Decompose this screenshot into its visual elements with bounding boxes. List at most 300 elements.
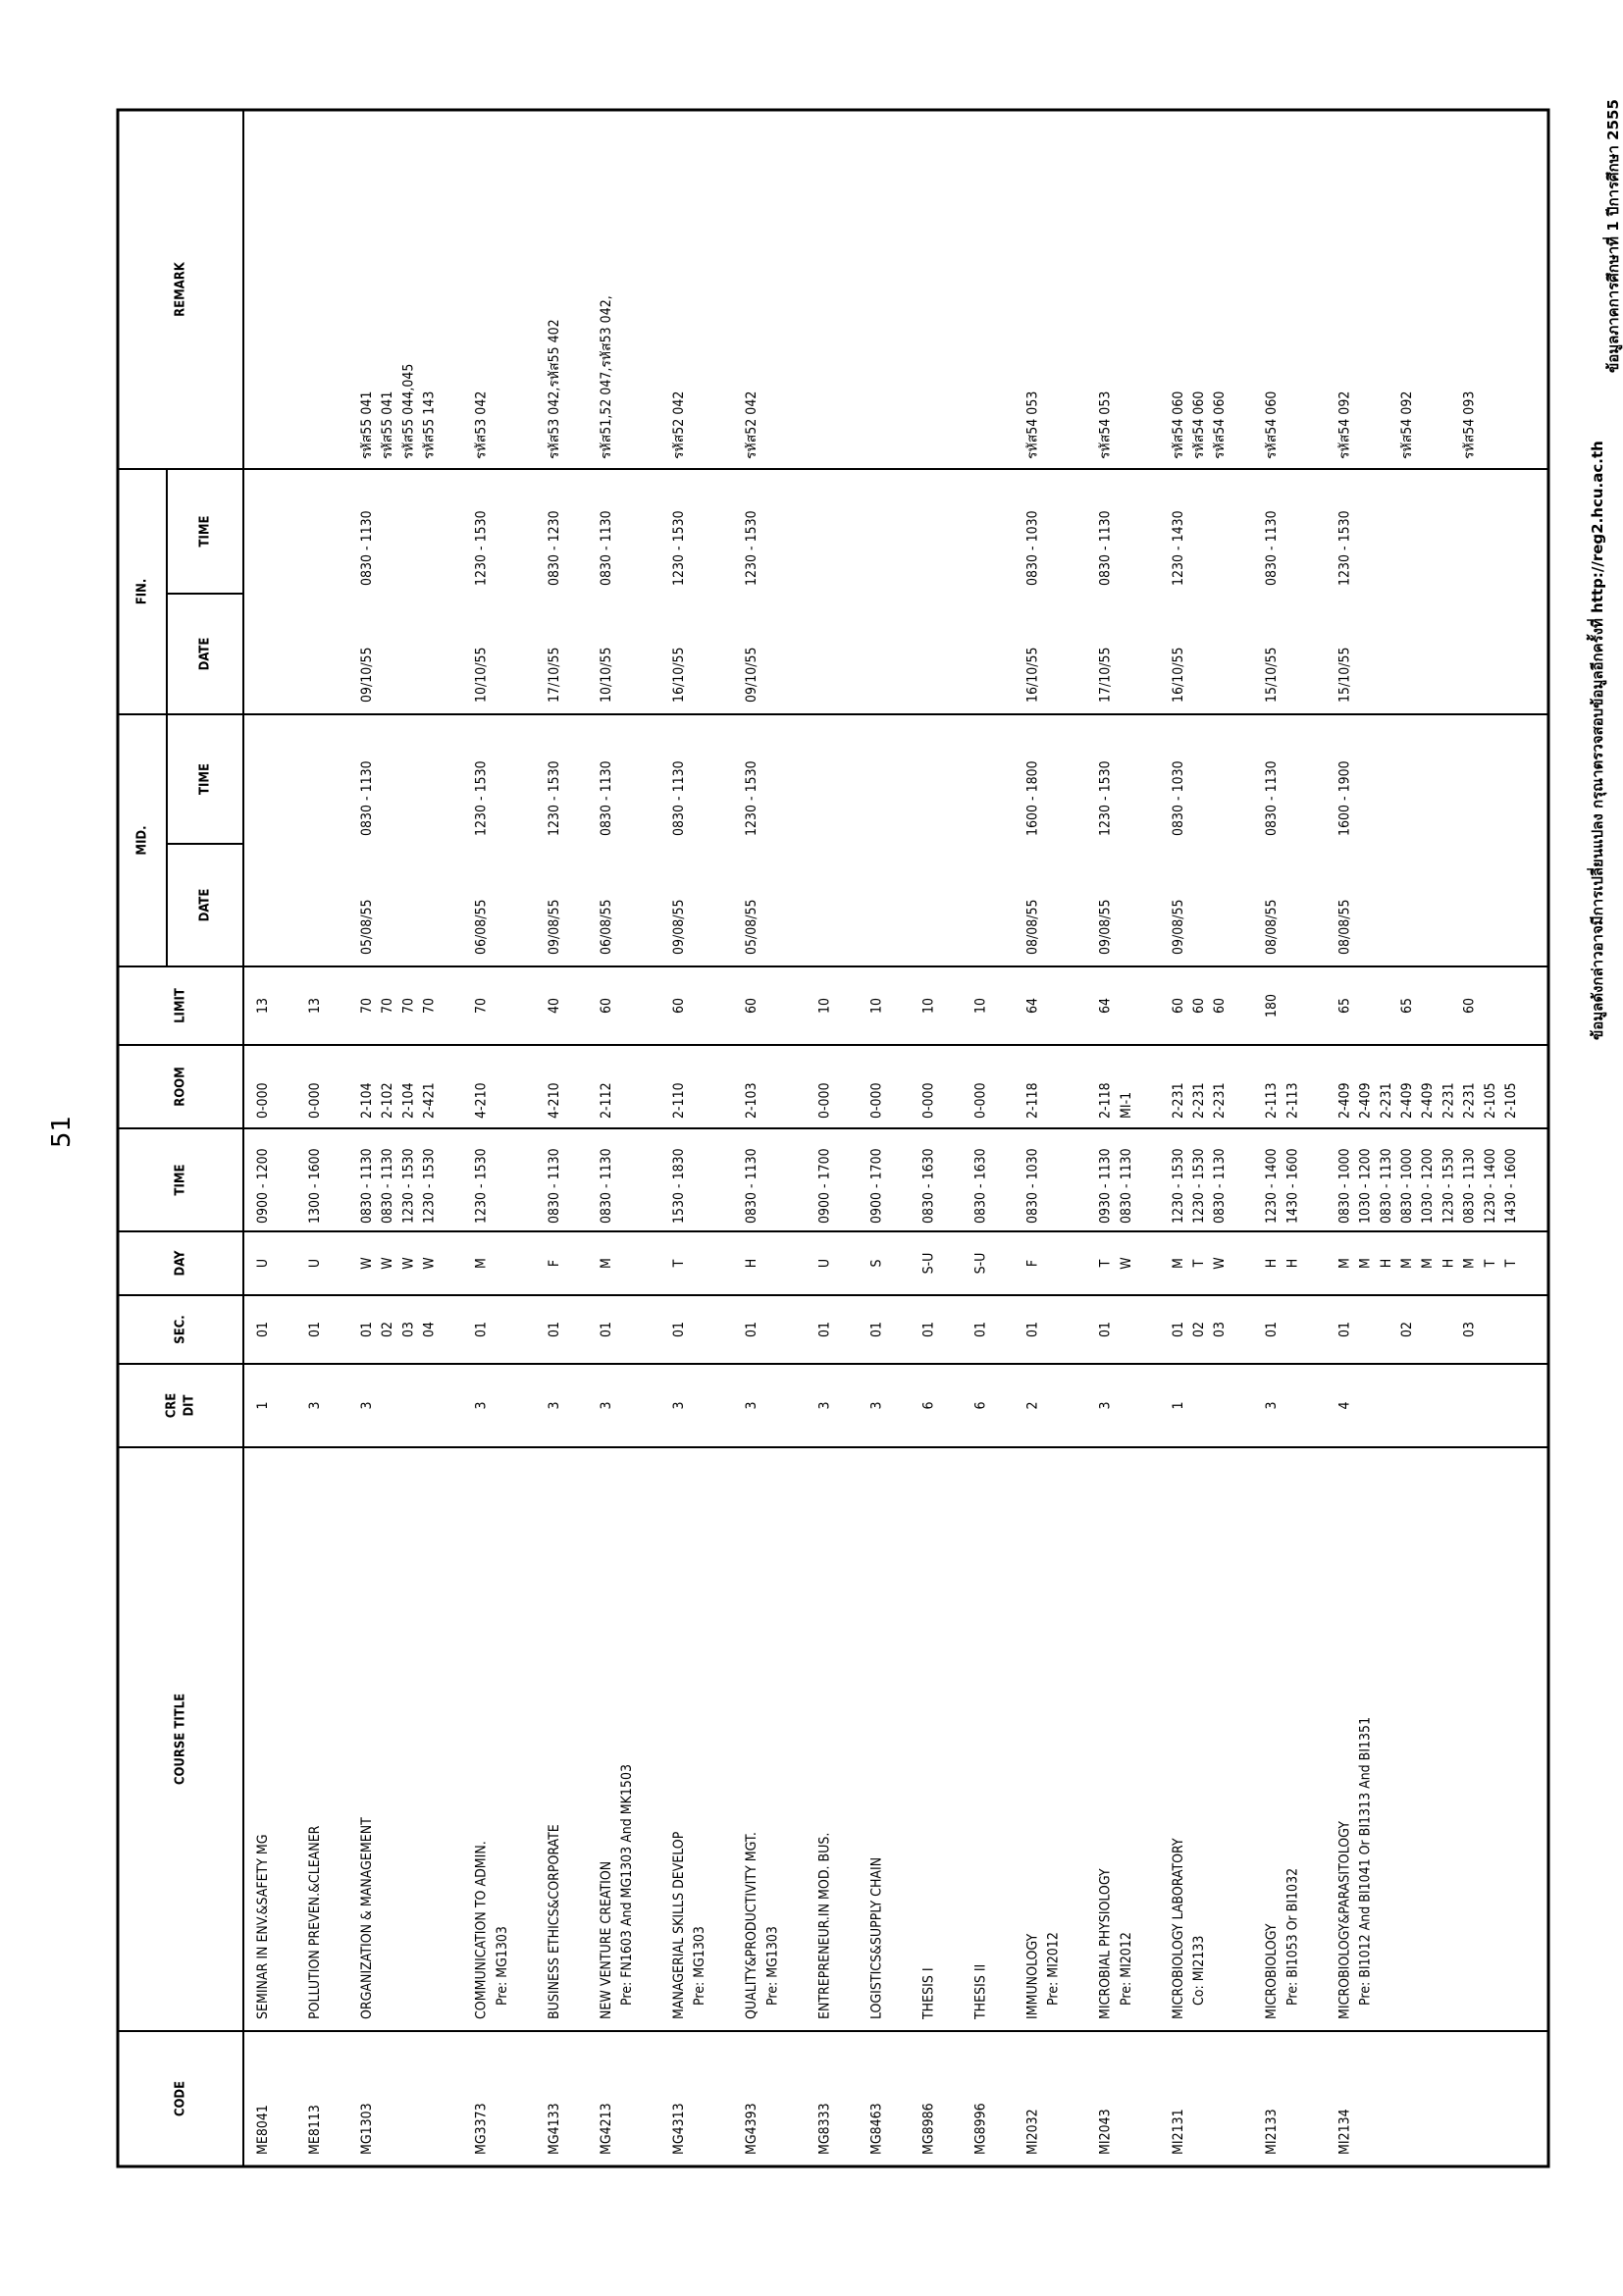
course-title: SEMINAR IN ENV.&SAFETY MG: [255, 1834, 271, 2019]
course-credit: 3: [868, 1401, 885, 1410]
section-time: 0830 - 1130: [1378, 1148, 1394, 1224]
section-room: 0-000: [972, 1082, 989, 1119]
section-time: 1230 - 1530: [1191, 1148, 1207, 1224]
course-title: THESIS I: [920, 1967, 937, 2019]
section-day: M: [1461, 1258, 1478, 1269]
section-day: M: [1170, 1258, 1186, 1269]
table-row: [1098, 391, 1134, 2155]
midterm-time: 0830 - 1130: [1264, 760, 1281, 836]
section-day: U: [307, 1258, 323, 1269]
final-date: 16/10/55: [1024, 647, 1041, 703]
section-time: 0830 - 1130: [546, 1148, 562, 1224]
section-number: 01: [1024, 1321, 1041, 1338]
course-credit: 3: [816, 1401, 833, 1410]
midterm-date: 08/08/55: [1264, 899, 1281, 955]
section-number: 03: [1461, 1321, 1478, 1338]
section-limit: 10: [816, 997, 833, 1015]
midterm-date: 09/08/55: [1170, 899, 1186, 955]
section-room: 2-409: [1336, 1082, 1353, 1119]
course-credit: 4: [1336, 1401, 1353, 1410]
course-credit: 3: [1097, 1401, 1114, 1410]
section-limit: 13: [307, 997, 323, 1015]
course-title: ORGANIZATION & MANAGEMENT: [359, 1817, 375, 2019]
midterm-date: 05/08/55: [359, 899, 375, 955]
final-time: 0830 - 1130: [1264, 510, 1281, 586]
section-limit: 10: [920, 997, 937, 1015]
section-number: 01: [1097, 1321, 1114, 1338]
section-room: 2-110: [671, 1082, 687, 1119]
section-time: 0830 - 1000: [1336, 1148, 1353, 1224]
remark-text: รหัส54 053: [1097, 391, 1114, 459]
course-title: BUSINESS ETHICS&CORPORATE: [546, 1824, 562, 2019]
course-credit: 6: [920, 1401, 937, 1410]
section-number: 03: [400, 1321, 417, 1338]
section-time: 1430 - 1600: [1284, 1148, 1301, 1224]
column-header-fin: FIN.: [134, 578, 150, 605]
course-title: NEW VENTURE CREATION: [598, 1860, 614, 2019]
section-number: 01: [920, 1321, 937, 1338]
remark-text: รหัส54 060: [1170, 391, 1186, 459]
course-title: MICROBIAL PHYSIOLOGY: [1097, 1868, 1114, 2019]
course-title: Pre: FN1603 And MG1303 And MK1503: [619, 1764, 635, 2006]
section-room: 2-231: [1378, 1082, 1394, 1119]
section-time: 1230 - 1530: [1440, 1148, 1457, 1224]
course-code: MG8996: [972, 2103, 989, 2155]
section-time: 0830 - 1130: [380, 1148, 396, 1224]
section-room: 2-231: [1461, 1082, 1478, 1119]
final-date: 15/10/55: [1336, 647, 1353, 703]
section-room: 2-113: [1264, 1082, 1281, 1119]
section-number: 02: [1399, 1321, 1415, 1338]
section-time: 1030 - 1200: [1357, 1148, 1374, 1224]
midterm-date: 08/08/55: [1024, 899, 1041, 955]
course-code: MG4393: [744, 2103, 760, 2155]
column-header-sec: SEC.: [173, 1315, 188, 1344]
section-number: 01: [816, 1321, 833, 1338]
final-time: 1230 - 1530: [671, 510, 687, 586]
column-header-day: DAY: [173, 1250, 188, 1277]
remark-text: รหัส55 041: [359, 391, 375, 459]
final-date: 17/10/55: [1097, 647, 1114, 703]
section-day: T: [1503, 1259, 1519, 1268]
section-day: M: [473, 1258, 490, 1269]
section-number: 01: [972, 1321, 989, 1338]
remark-text: รหัส53 042: [473, 391, 490, 459]
remark-text: รหัส55 041: [380, 391, 396, 459]
section-number: 01: [868, 1321, 885, 1338]
section-day: T: [1097, 1259, 1114, 1268]
section-room: 2-231: [1212, 1082, 1229, 1119]
section-day: W: [421, 1257, 438, 1270]
table-row: [307, 998, 323, 2155]
table-row: [547, 319, 562, 2155]
column-header-mid-date: DATE: [197, 888, 213, 922]
section-limit: 60: [1212, 997, 1229, 1015]
section-limit: 70: [473, 997, 490, 1015]
final-time: 1230 - 1530: [1336, 510, 1353, 586]
course-credit: 3: [546, 1401, 562, 1410]
section-day: H: [1378, 1258, 1394, 1269]
course-title: Co: MI2133: [1191, 1935, 1207, 2006]
section-time: 1230 - 1530: [473, 1148, 490, 1224]
column-header-time: TIME: [173, 1164, 188, 1196]
section-number: 01: [255, 1321, 271, 1338]
table-row: [359, 364, 438, 2155]
remark-text: รหัส51,52 047,รหัส53 042,: [598, 295, 614, 459]
final-time: 1230 - 1430: [1170, 510, 1186, 586]
section-room: 2-113: [1284, 1082, 1301, 1119]
course-code: MG8463: [868, 2103, 885, 2155]
table-row: [1171, 391, 1228, 2155]
section-number: 02: [380, 1321, 396, 1338]
midterm-date: 09/08/55: [1097, 899, 1114, 955]
remark-text: รหัส54 053: [1024, 391, 1041, 459]
table-row: [1024, 391, 1061, 2155]
final-date: 15/10/55: [1264, 647, 1281, 703]
section-room: 4-210: [473, 1082, 490, 1119]
final-time: 0830 - 1130: [1097, 510, 1114, 586]
course-title: POLLUTION PREVEN.&CLEANER: [307, 1825, 323, 2019]
table-row: [671, 391, 707, 2155]
section-time: 0830 - 1130: [1461, 1148, 1478, 1224]
midterm-time: 1600 - 1900: [1336, 760, 1353, 836]
midterm-date: 08/08/55: [1336, 899, 1353, 955]
course-title: Pre: BI1053 Or BI1032: [1284, 1867, 1301, 2006]
section-number: 01: [671, 1321, 687, 1338]
section-day: W: [1212, 1257, 1229, 1270]
column-header-code: CODE: [173, 2080, 188, 2117]
table-row: [972, 998, 988, 2155]
section-room: 0-000: [255, 1082, 271, 1119]
section-time: 0930 - 1130: [1097, 1148, 1114, 1224]
course-credit: 3: [359, 1401, 375, 1410]
section-time: 0830 - 1630: [972, 1148, 989, 1224]
section-number: 01: [546, 1321, 562, 1338]
final-time: 0830 - 1130: [359, 510, 375, 586]
table-row: [744, 391, 780, 2155]
course-title: MICROBIOLOGY&PARASITOLOGY: [1336, 1821, 1353, 2019]
section-day: T: [671, 1259, 687, 1268]
section-day: H: [1440, 1258, 1457, 1269]
section-number: 01: [598, 1321, 614, 1338]
section-room: 2-104: [359, 1082, 375, 1119]
course-code: MI2131: [1170, 2109, 1186, 2155]
section-time: 1230 - 1530: [1170, 1148, 1186, 1224]
course-credit: 2: [1024, 1401, 1041, 1410]
section-limit: 60: [671, 997, 687, 1015]
section-time: 0900 - 1700: [816, 1148, 833, 1224]
course-title: LOGISTICS&SUPPLY CHAIN: [868, 1856, 885, 2019]
section-limit: 10: [868, 997, 885, 1015]
midterm-date: 06/08/55: [473, 899, 490, 955]
final-time: 1230 - 1530: [473, 510, 490, 586]
course-credit: 3: [307, 1401, 323, 1410]
section-day: W: [380, 1257, 396, 1270]
course-title: Pre: MI2012: [1118, 1932, 1134, 2006]
section-room: 0-000: [868, 1082, 885, 1119]
course-code: MG8333: [816, 2103, 833, 2155]
table-row: [474, 391, 510, 2155]
column-header-remark: REMARK: [173, 262, 188, 317]
section-day: M: [1420, 1258, 1437, 1269]
final-time: 0830 - 1130: [598, 510, 614, 586]
final-time: 0830 - 1030: [1024, 510, 1041, 586]
section-limit: 40: [546, 997, 562, 1015]
header-note: ข้อมูลภาคการศึกษาที่ 1 ปีการศึกษา 2555: [1604, 99, 1622, 373]
course-code: MI2133: [1264, 2109, 1281, 2155]
section-limit: 13: [255, 997, 271, 1015]
midterm-time: 0830 - 1030: [1170, 760, 1186, 836]
course-code: MG8986: [920, 2103, 937, 2155]
section-room: 2-118: [1024, 1082, 1041, 1119]
course-code: ME8041: [255, 2105, 271, 2155]
section-room: 2-112: [598, 1082, 614, 1119]
section-room: 2-104: [400, 1082, 417, 1119]
section-room: 0-000: [816, 1082, 833, 1119]
course-title: MICROBIOLOGY: [1264, 1923, 1281, 2019]
section-day: H: [1264, 1258, 1281, 1269]
course-title: MANAGERIAL SKILLS DEVELOP: [671, 1831, 687, 2019]
section-room: 2-409: [1357, 1082, 1374, 1119]
page-number: 51: [47, 1115, 77, 1148]
final-date: 10/10/55: [598, 647, 614, 703]
column-header-mid: MID.: [134, 825, 150, 856]
midterm-time: 0830 - 1130: [598, 760, 614, 836]
section-room: 2-231: [1440, 1082, 1457, 1119]
section-number: 03: [1212, 1321, 1229, 1338]
remark-text: รหัส54 093: [1461, 391, 1478, 459]
section-time: 0900 - 1200: [255, 1148, 271, 1224]
column-header-mid-time: TIME: [197, 763, 213, 795]
column-header-credit: CRE: [164, 1392, 180, 1419]
section-limit: 70: [400, 997, 417, 1015]
course-code: MG1303: [359, 2103, 375, 2155]
table-row: [868, 998, 884, 2155]
midterm-date: 06/08/55: [598, 899, 614, 955]
course-title: Pre: MI2012: [1045, 1932, 1062, 2006]
course-title: Pre: MG1303: [764, 1926, 781, 2006]
midterm-time: 1230 - 1530: [744, 760, 760, 836]
remark-text: รหัส54 060: [1191, 391, 1207, 459]
course-credit: 3: [1264, 1401, 1281, 1410]
course-code: MG4213: [598, 2103, 614, 2155]
section-number: 01: [359, 1321, 375, 1338]
section-limit: 60: [744, 997, 760, 1015]
midterm-date: 09/08/55: [671, 899, 687, 955]
final-date: 09/10/55: [359, 647, 375, 703]
remark-text: รหัส54 060: [1212, 391, 1229, 459]
course-credit: 6: [972, 1401, 989, 1410]
course-credit: 3: [671, 1401, 687, 1410]
remark-text: รหัส52 042: [671, 391, 687, 459]
column-header-fin-date: DATE: [197, 637, 213, 671]
section-day: F: [546, 1259, 562, 1268]
section-time: 1230 - 1400: [1264, 1148, 1281, 1224]
final-date: 16/10/55: [671, 647, 687, 703]
section-day: M: [1399, 1258, 1415, 1269]
course-title: Pre: MG1303: [494, 1926, 510, 2006]
section-time: 1230 - 1400: [1482, 1148, 1498, 1224]
course-title: Pre: MG1303: [692, 1926, 708, 2006]
remark-text: รหัส54 092: [1399, 391, 1415, 459]
section-number: 04: [421, 1321, 438, 1338]
section-limit: 60: [598, 997, 614, 1015]
section-room: 2-105: [1482, 1082, 1498, 1119]
section-number: 01: [1336, 1321, 1353, 1338]
column-header-credit: DIT: [182, 1394, 197, 1417]
section-day: H: [744, 1258, 760, 1269]
midterm-time: 0830 - 1130: [671, 760, 687, 836]
section-limit: 60: [1461, 997, 1478, 1015]
final-time: 0830 - 1230: [546, 510, 562, 586]
section-number: 01: [744, 1321, 760, 1338]
final-date: 10/10/55: [473, 647, 490, 703]
course-credit: 3: [744, 1401, 760, 1410]
section-room: 2-409: [1399, 1082, 1415, 1119]
final-date: 09/10/55: [744, 647, 760, 703]
final-time: 1230 - 1530: [744, 510, 760, 586]
section-number: 02: [1191, 1321, 1207, 1338]
section-time: 0830 - 1030: [1024, 1148, 1041, 1224]
course-title: Pre: BI1012 And BI1041 Or BI1313 And BI1351: [1357, 1716, 1374, 2006]
course-title: COMMUNICATION TO ADMIN.: [473, 1841, 490, 2019]
section-time: 0830 - 1000: [1399, 1148, 1415, 1224]
section-limit: 70: [421, 997, 438, 1015]
course-title: IMMUNOLOGY: [1024, 1933, 1041, 2019]
remark-text: รหัส55 044,045: [400, 363, 417, 459]
section-limit: 64: [1097, 997, 1114, 1015]
section-time: 1300 - 1600: [307, 1148, 323, 1224]
table-row: [816, 998, 832, 2155]
course-code: MG4133: [546, 2103, 562, 2155]
midterm-time: 1230 - 1530: [546, 760, 562, 836]
course-credit: 3: [473, 1401, 490, 1410]
course-code: MG3373: [473, 2103, 490, 2155]
table-row: [1336, 391, 1519, 2155]
course-title: THESIS II: [972, 1963, 989, 2019]
section-day: H: [1284, 1258, 1301, 1269]
section-room: 2-103: [744, 1082, 760, 1119]
final-date: 16/10/55: [1170, 647, 1186, 703]
section-room: 2-102: [380, 1082, 396, 1119]
section-room: 2-118: [1097, 1082, 1114, 1119]
table-row: [1264, 391, 1300, 2155]
remark-text: รหัส53 042,รหัส55 402: [546, 319, 562, 459]
section-day: W: [1118, 1257, 1134, 1270]
section-day: S-U: [972, 1252, 989, 1275]
course-credit: 1: [255, 1401, 271, 1410]
remark-text: รหัส52 042: [744, 391, 760, 459]
midterm-time: 1230 - 1530: [1097, 760, 1114, 836]
section-limit: 70: [359, 997, 375, 1015]
course-title: QUALITY&PRODUCTIVITY MGT.: [744, 1832, 760, 2019]
section-number: 01: [473, 1321, 490, 1338]
section-day: S: [868, 1259, 885, 1268]
section-limit: 60: [1191, 997, 1207, 1015]
midterm-date: 09/08/55: [546, 899, 562, 955]
section-day: W: [359, 1257, 375, 1270]
midterm-date: 05/08/55: [744, 899, 760, 955]
section-time: 0830 - 1130: [744, 1148, 760, 1224]
column-header-fin-time: TIME: [197, 515, 213, 548]
section-room: 2-421: [421, 1082, 438, 1119]
section-time: 0830 - 1130: [1118, 1148, 1134, 1224]
section-room: 2-231: [1170, 1082, 1186, 1119]
course-credit: 3: [598, 1401, 614, 1410]
section-limit: 10: [972, 997, 989, 1015]
midterm-time: 1600 - 1800: [1024, 760, 1041, 836]
section-number: 01: [1170, 1321, 1186, 1338]
section-limit: 65: [1336, 997, 1353, 1015]
section-room: MI-1: [1118, 1091, 1134, 1119]
course-code: MI2032: [1024, 2109, 1041, 2155]
section-day: W: [400, 1257, 417, 1270]
section-limit: 64: [1024, 997, 1041, 1015]
remark-text: รหัส54 092: [1336, 391, 1353, 459]
remark-text: รหัส54 060: [1264, 391, 1281, 459]
section-day: T: [1482, 1259, 1498, 1268]
section-time: 1230 - 1530: [400, 1148, 417, 1224]
section-limit: 70: [380, 997, 396, 1015]
course-code: MI2134: [1336, 2109, 1353, 2155]
course-credit: 1: [1170, 1401, 1186, 1410]
final-date: 17/10/55: [546, 647, 562, 703]
section-time: 1030 - 1200: [1420, 1148, 1437, 1224]
course-title: ENTREPRENEUR.IN MOD. BUS.: [816, 1832, 833, 2019]
section-time: 1530 - 1830: [671, 1148, 687, 1224]
section-day: F: [1024, 1259, 1041, 1268]
section-limit: 60: [1170, 997, 1186, 1015]
section-time: 1430 - 1600: [1503, 1148, 1519, 1224]
section-number: 01: [1264, 1321, 1281, 1338]
section-time: 0830 - 1130: [1212, 1148, 1229, 1224]
section-time: 0830 - 1130: [359, 1148, 375, 1224]
section-time: 1230 - 1530: [421, 1148, 438, 1224]
section-day: T: [1191, 1259, 1207, 1268]
section-day: S-U: [920, 1252, 937, 1275]
course-code: MG4313: [671, 2103, 687, 2155]
section-room: 2-409: [1420, 1082, 1437, 1119]
section-limit: 65: [1399, 997, 1415, 1015]
course-code: MI2043: [1097, 2109, 1114, 2155]
section-time: 0830 - 1630: [920, 1148, 937, 1224]
section-day: U: [816, 1258, 833, 1269]
midterm-time: 0830 - 1130: [359, 760, 375, 836]
table-row: [920, 998, 936, 2155]
remark-text: รหัส55 143: [421, 391, 438, 459]
column-header-room: ROOM: [173, 1067, 188, 1107]
section-room: 0-000: [920, 1082, 937, 1119]
section-day: U: [255, 1258, 271, 1269]
section-day: M: [598, 1258, 614, 1269]
section-room: 2-105: [1503, 1082, 1519, 1119]
section-number: 01: [307, 1321, 323, 1338]
table-row: [255, 998, 271, 2155]
section-time: 0900 - 1700: [868, 1148, 885, 1224]
section-time: 0830 - 1130: [598, 1148, 614, 1224]
section-room: 4-210: [546, 1082, 562, 1119]
course-title: MICROBIOLOGY LABORATORY: [1170, 1838, 1186, 2019]
midterm-time: 1230 - 1530: [473, 760, 490, 836]
course-code: ME8113: [307, 2105, 323, 2155]
table-frame: [118, 110, 1548, 2166]
section-room: 2-231: [1191, 1082, 1207, 1119]
section-limit: 180: [1264, 993, 1281, 1018]
table-row: [599, 295, 635, 2155]
section-day: M: [1336, 1258, 1353, 1269]
column-header-limit: LIMIT: [173, 988, 188, 1023]
column-header-title: COURSE TITLE: [173, 1693, 188, 1786]
